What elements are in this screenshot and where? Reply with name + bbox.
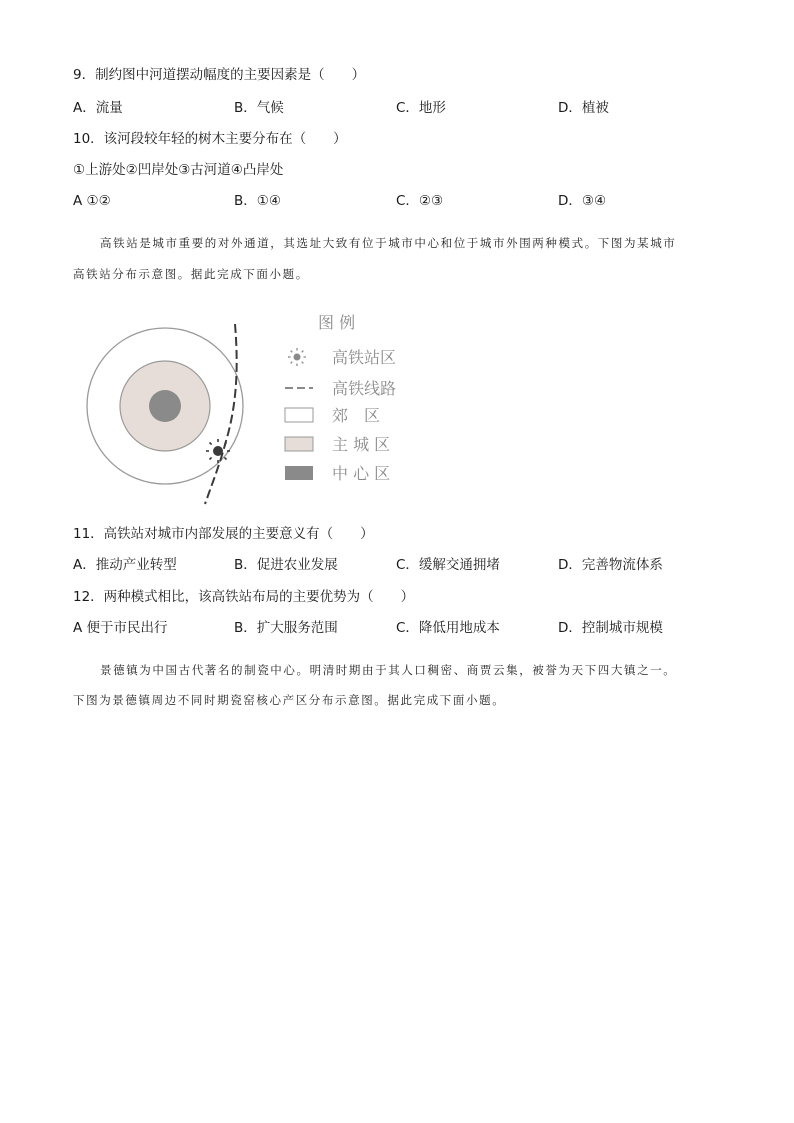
passage-2-line-1: 景德镇为中国古代著名的制瓷中心。明清时期由于其人口稠密、商贾云集，被誉为天下四大镇之一。 bbox=[100, 663, 677, 677]
legend-label-rail-line: 高铁线路 bbox=[332, 379, 397, 398]
legend-main-city-swatch bbox=[285, 437, 313, 451]
center-district bbox=[149, 390, 181, 422]
question-10-option-c: C．②③ bbox=[396, 193, 444, 209]
question-11-option-c: C．缓解交通拥堵 bbox=[396, 557, 500, 573]
question-9-stem: 9．制约图中河道摆动幅度的主要因素是（ ） bbox=[73, 67, 366, 83]
question-9-option-d: D．植被 bbox=[558, 100, 609, 116]
question-10-option-d: D．③④ bbox=[558, 193, 607, 209]
question-12-option-b: B．扩大服务范围 bbox=[234, 620, 338, 636]
legend-title: 图 例 bbox=[318, 313, 356, 332]
question-10-option-b: B．①④ bbox=[234, 193, 281, 209]
question-11-option-d: D．完善物流体系 bbox=[558, 557, 663, 573]
legend-station-icon bbox=[288, 348, 306, 366]
question-12-option-d: D．控制城市规模 bbox=[558, 620, 663, 636]
legend-center-swatch bbox=[285, 466, 313, 480]
question-11-option-a: A．推动产业转型 bbox=[73, 557, 177, 573]
question-12-option-a: A 便于市民出行 bbox=[73, 620, 168, 636]
question-11-option-b: B．促进农业发展 bbox=[234, 557, 338, 573]
legend-label-center: 中 心 区 bbox=[332, 464, 391, 483]
question-10-option-a: A ①② bbox=[73, 193, 111, 209]
legend-label-main-city: 主 城 区 bbox=[332, 435, 391, 454]
question-9-option-c: C．地形 bbox=[396, 100, 446, 116]
question-12-option-c: C．降低用地成本 bbox=[396, 620, 500, 636]
legend-label-station: 高铁站区 bbox=[332, 348, 397, 367]
legend-label-suburb: 郊 区 bbox=[332, 406, 381, 425]
question-10-choices: ①上游处②凹岸处③古河道④凸岸处 bbox=[73, 162, 284, 178]
legend-suburb-swatch bbox=[285, 408, 313, 422]
rail-station-figure bbox=[80, 306, 410, 511]
passage-1-line-1: 高铁站是城市重要的对外通道，其选址大致有位于城市中心和位于城市外围两种模式。下图为某城市 bbox=[100, 236, 677, 250]
question-11-stem: 11．高铁站对城市内部发展的主要意义有（ ） bbox=[73, 526, 374, 542]
question-10-stem: 10．该河段较年轻的树木主要分布在（ ） bbox=[73, 131, 347, 147]
question-9-option-a: A．流量 bbox=[73, 100, 123, 116]
rail-station-map-svg bbox=[80, 306, 410, 511]
passage-2-line-2: 下图为景德镇周边不同时期瓷窑核心产区分布示意图。据此完成下面小题。 bbox=[73, 693, 506, 707]
question-9-option-b: B．气候 bbox=[234, 100, 284, 116]
question-12-stem: 12．两种模式相比，该高铁站布局的主要优势为（ ） bbox=[73, 589, 415, 605]
passage-1-line-2: 高铁站分布示意图。据此完成下面小题。 bbox=[73, 267, 309, 281]
